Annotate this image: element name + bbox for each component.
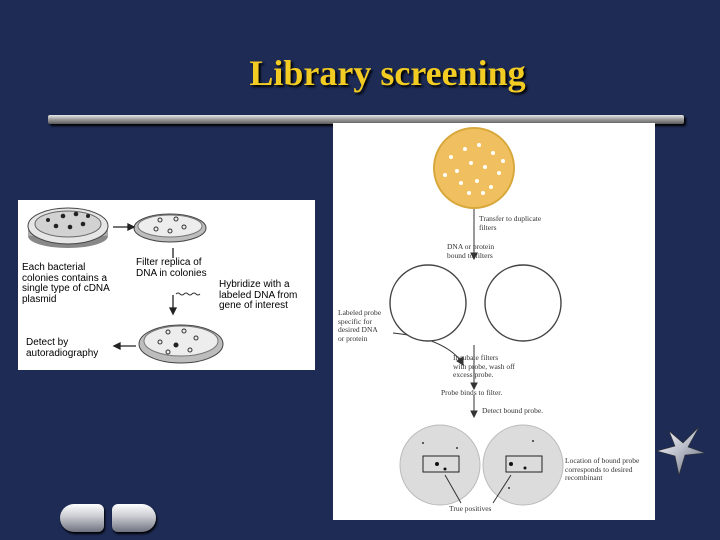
filter-circle-right: [485, 265, 561, 341]
location-label: Location of bound probe corresponds to desired recombinant: [565, 456, 640, 482]
probe-binds-label: Probe binds to filter.: [441, 388, 503, 397]
autoradiograph-left: [400, 425, 480, 505]
star-icon: [655, 425, 707, 477]
incubate-label: Incubate filters with probe, wash off excess probe.: [453, 353, 515, 379]
autoradiograph-right: [483, 425, 563, 505]
autoradiograph-filter: [139, 325, 223, 363]
petri-dish-colonies: [28, 208, 108, 248]
probe-squiggle: [176, 293, 200, 295]
filter-replica: [134, 214, 206, 242]
transfer-label: Transfer to duplicate filters: [479, 214, 542, 232]
previous-slide-button[interactable]: [60, 504, 104, 532]
bacterial-colonies-label: Each bacterial colonies contains a single type of cDNA plasmid: [22, 262, 110, 305]
slide-title: Library screening: [249, 53, 526, 93]
labeled-probe-label: Labeled probe specific for desired DNA or protein: [338, 308, 382, 343]
detect-bound-label: Detect bound probe.: [482, 406, 544, 415]
hybridize-label: Hybridize with a labeled DNA from gene of interest: [219, 279, 298, 311]
agar-plate: [434, 128, 514, 208]
library-screening-diagram: [333, 123, 655, 520]
filter-replica-label: Filter replica of DNA in colonies: [136, 257, 207, 279]
next-slide-button[interactable]: [112, 504, 156, 532]
filter-circle-left: [390, 265, 466, 341]
colony-hybridization-diagram: [18, 200, 315, 370]
true-positives-label: True positives: [449, 504, 492, 513]
bound-label: DNA or protein bound to filters: [447, 242, 495, 260]
autoradiography-label: Detect by autoradiography: [26, 337, 99, 359]
